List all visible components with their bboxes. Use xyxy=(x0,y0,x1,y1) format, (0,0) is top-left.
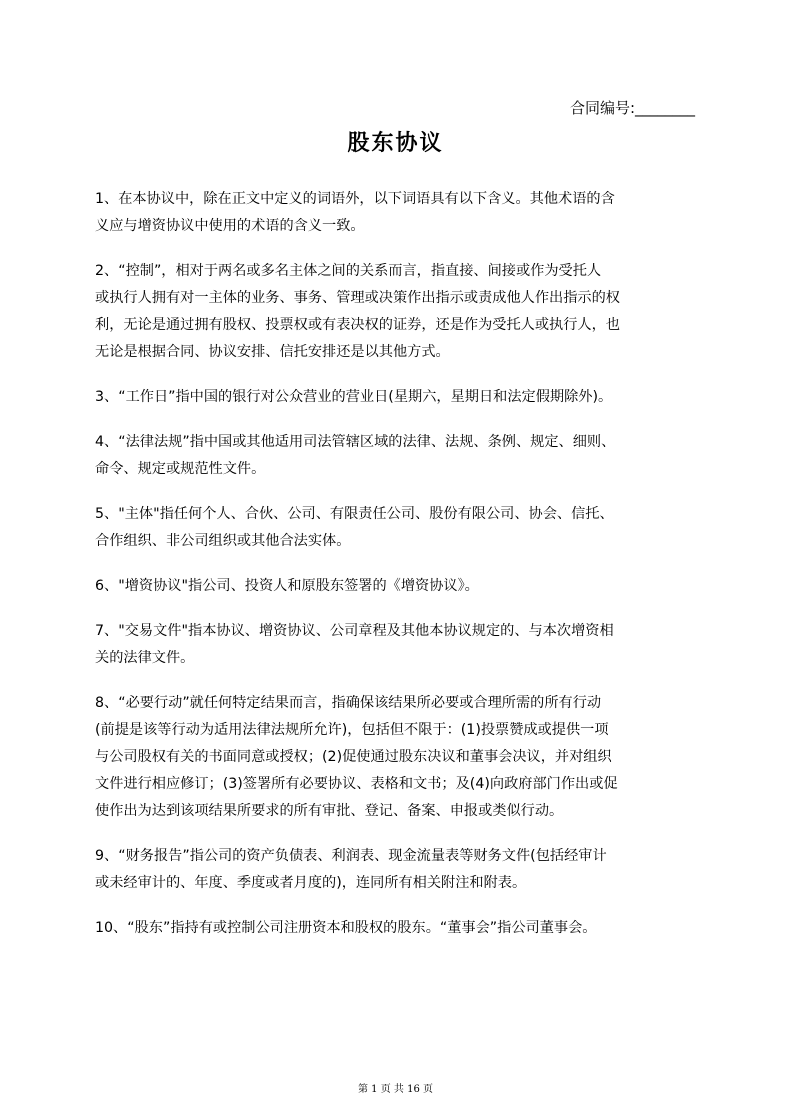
clause-line: 无论是根据合同、协议安排、信托安排还是以其他方式。 xyxy=(95,344,450,360)
contract-number-label: 合同编号:________ xyxy=(569,99,695,117)
clause-3 xyxy=(95,384,707,411)
clause-2 xyxy=(95,258,707,366)
clause-line: 4、“法律法规”指中国或其他适用司法管辖区域的法律、法规、条例、规定、细则、 xyxy=(95,434,616,450)
clause-10 xyxy=(95,915,707,942)
clause-7 xyxy=(95,618,707,672)
page-number: 第 1 页 共 16 页 xyxy=(358,1084,433,1095)
clause-line: 或未经审计的、年度、季度或者月度的)，连同所有相关附注和附表。 xyxy=(95,875,527,891)
clause-4 xyxy=(95,429,707,483)
clause-8 xyxy=(95,690,707,825)
clause-line: (前提是该等行动为适用法律法规所允许)，包括但不限于：(1)投票赞成或提供一项 xyxy=(95,722,609,738)
clause-line: 使作出为达到该项结果所要求的所有审批、登记、备案、申报或类似行动。 xyxy=(95,803,564,819)
clause-line: 2、“控制”，相对于两名或多名主体之间的关系而言，指直接、间接或作为受托人 xyxy=(95,263,602,279)
clause-line: 8、“必要行动”就任何特定结果而言，指确保该结果所必要或合理所需的所有行动 xyxy=(95,695,602,711)
clause-5 xyxy=(95,501,707,555)
clause-line: 6、"增资协议"指公司、投资人和原股东签署的《增资协议》。 xyxy=(95,578,479,594)
clause-line: 或执行人拥有对一主体的业务、事务、管理或决策作出指示或责成他人作出指示的权 xyxy=(95,290,620,306)
clause-1 xyxy=(95,186,707,240)
clause-line: 与公司股权有关的书面同意或授权；(2)促使通过股东决议和董事会决议，并对组织 xyxy=(95,749,612,765)
clause-line: 关的法律文件。 xyxy=(95,650,195,666)
clause-line: 3、“工作日”指中国的银行对公众营业的营业日(星期六，星期日和法定假期除外)。 xyxy=(95,389,613,405)
clause-line: 文件进行相应修订；(3)签署所有必要协议、表格和文书；及(4)向政府部门作出或促 xyxy=(95,776,618,792)
clause-line: 7、"交易文件"指本协议、增资协议、公司章程及其他本协议规定的、与本次增资相 xyxy=(95,623,614,639)
clause-line: 1、在本协议中，除在正文中定义的词语外，以下词语具有以下含义。其他术语的含 xyxy=(95,191,615,207)
clause-line: 9、“财务报告”指公司的资产负债表、利润表、现金流量表等财务文件(包括经审计 xyxy=(95,848,607,864)
clause-line: 5、"主体"指任何个人、合伙、公司、有限责任公司、股份有限公司、协会、信托、 xyxy=(95,506,614,522)
clause-6 xyxy=(95,573,707,600)
clause-line: 利，无论是通过拥有股权、投票权或有表决权的证券，还是作为受托人或执行人，也 xyxy=(95,317,620,333)
clause-line: 义应与增资协议中使用的术语的含义一致。 xyxy=(95,218,365,234)
clause-line: 10、“股东”指持有或控制公司注册资本和股权的股东。“董事会”指公司董事会。 xyxy=(95,920,597,936)
clause-list xyxy=(95,186,707,960)
clause-line: 命令、规定或规范性文件。 xyxy=(95,461,266,477)
clause-line: 合作组织、非公司组织或其他合法实体。 xyxy=(95,533,351,549)
clause-9 xyxy=(95,843,707,897)
document-title: 股东协议 xyxy=(347,130,444,156)
